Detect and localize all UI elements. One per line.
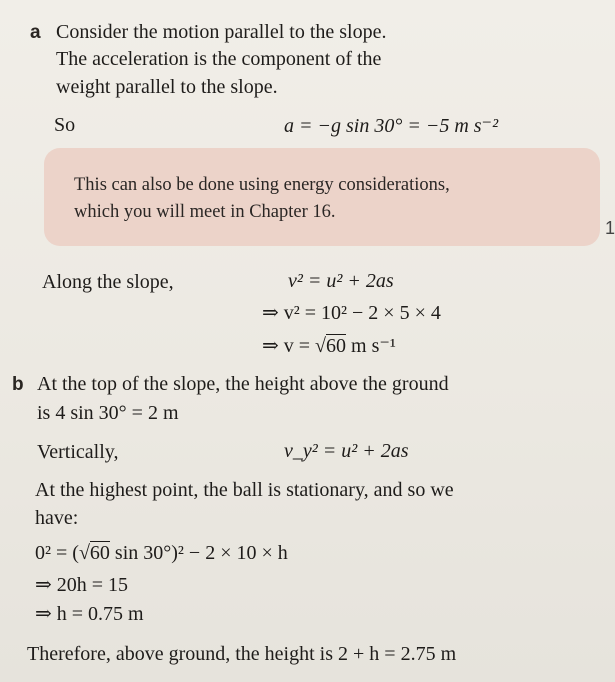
part-a-line-2: The acceleration is the component of the [56, 48, 382, 70]
so-label: So [54, 114, 76, 136]
page-edge-number: 1 [605, 218, 615, 238]
sqrt-sign-icon: √ [78, 542, 90, 564]
suvat-equation-1: v² = u² + 2as [288, 270, 394, 292]
part-b-line-1: At the top of the slope, the height above the ground [37, 373, 449, 395]
energy-equation [35, 542, 288, 565]
part-b-line-2: is 4 sin 30° = 2 m [37, 402, 179, 424]
vertically-label: Vertically, [37, 441, 119, 463]
part-a-line-3: weight parallel to the slope. [56, 76, 278, 98]
vertical-equation: v_y² = u² + 2as [284, 440, 409, 462]
suvat-equation-2: ⇒ v² = 10² − 2 × 5 × 4 [262, 302, 441, 324]
highest-point-line-1: At the highest point, the ball is stationary, and so we [35, 479, 454, 501]
conclusion-line: Therefore, above ground, the height is 2 + h = 2.75 m [27, 643, 457, 665]
height-equation-2: ⇒ h = 0.75 m [35, 603, 144, 625]
height-equation-1: ⇒ 20h = 15 [35, 574, 129, 596]
velocity-prefix: ⇒ v = [262, 335, 316, 357]
part-b-label: b [12, 374, 24, 395]
acceleration-equation: a = −g sin 30° = −5 m s⁻² [284, 115, 499, 137]
along-slope-label: Along the slope, [42, 271, 174, 293]
sqrt-sign-icon: √ [315, 335, 327, 357]
energy-eq-radicand: 60 [89, 542, 110, 564]
callout-box [44, 148, 600, 246]
part-a-line-1: Consider the motion parallel to the slope. [56, 21, 387, 43]
highest-point-line-2: have: [35, 507, 79, 529]
callout-line-1: This can also be done using energy considerations, [74, 175, 450, 195]
velocity-units: m s⁻¹ [346, 335, 396, 357]
energy-eq-suffix: sin 30°)² − 2 × 10 × h [109, 542, 288, 564]
velocity-result [262, 333, 396, 358]
part-a-label: a [30, 22, 41, 43]
energy-eq-prefix: 0² = ( [35, 542, 79, 564]
callout-line-2: which you will meet in Chapter 16. [74, 202, 336, 222]
velocity-radicand: 60 [326, 335, 347, 357]
